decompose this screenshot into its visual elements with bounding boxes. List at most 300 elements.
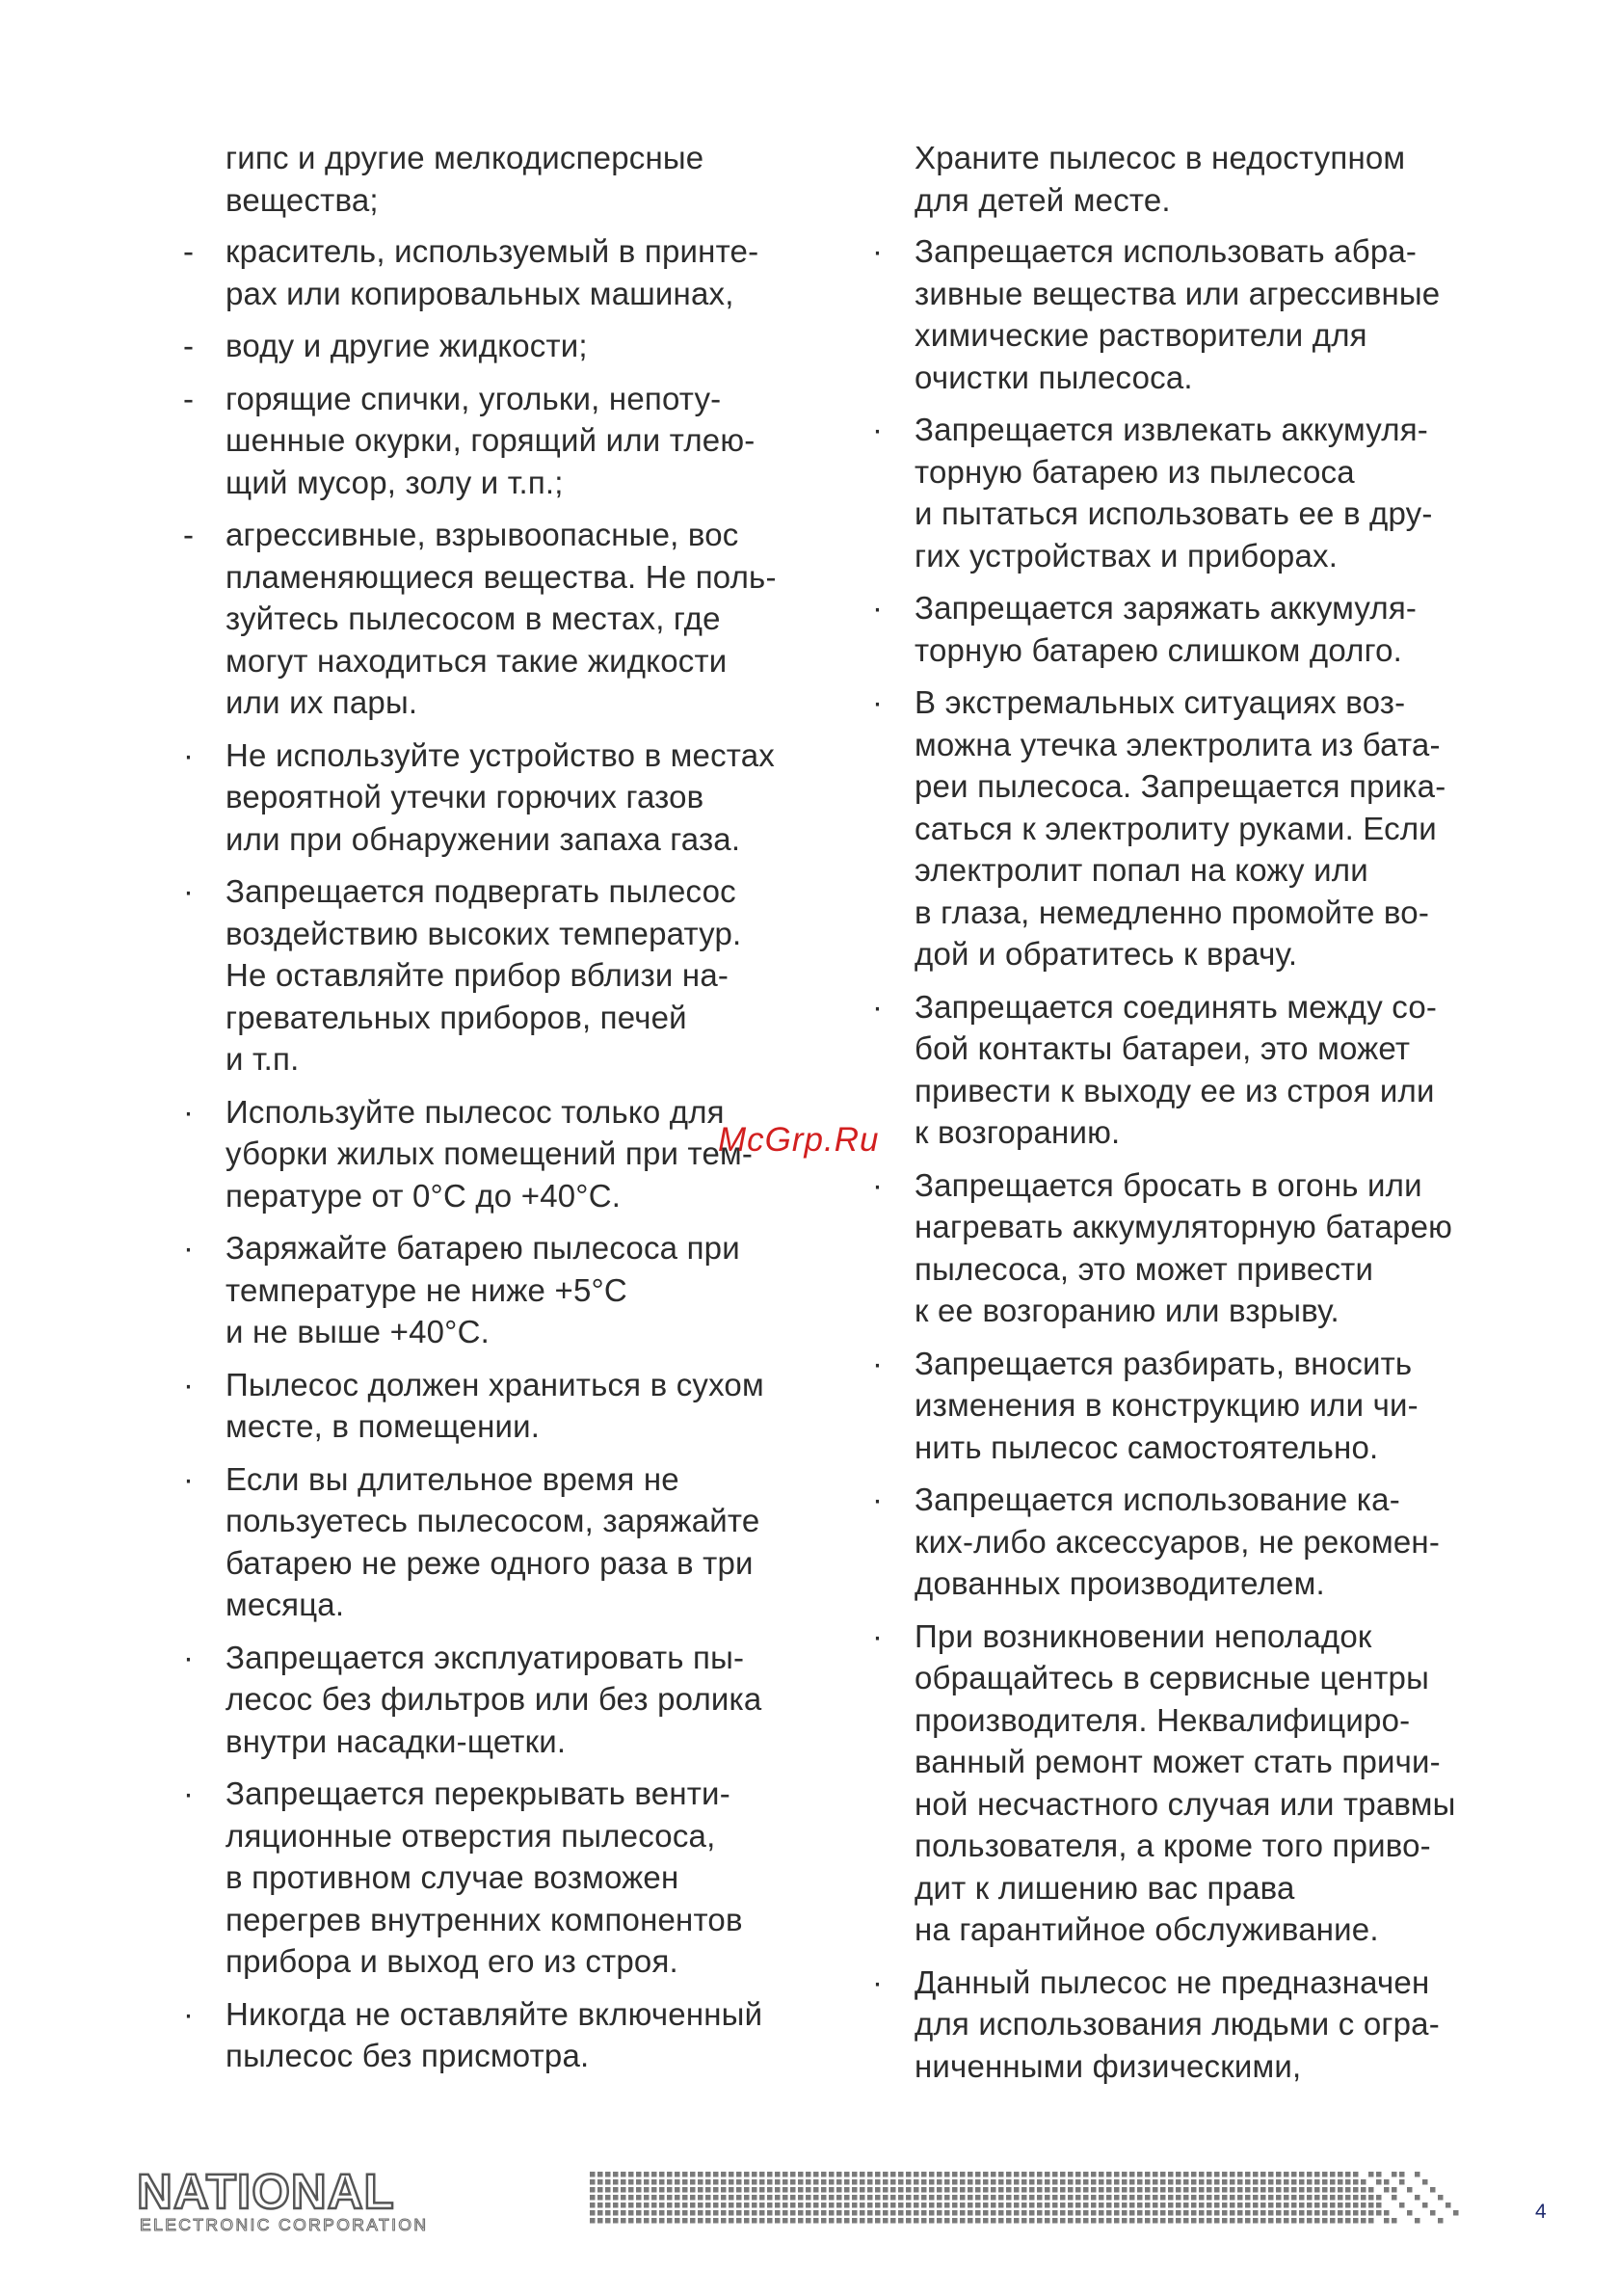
text-line: вещества;: [225, 181, 379, 218]
pattern-dot: [890, 2210, 896, 2216]
pattern-dot: [1322, 2179, 1328, 2185]
text-line: агрессивные, взрывоопасные, вос: [225, 517, 739, 552]
pattern-dot: [906, 2203, 912, 2208]
pattern-dot: [1368, 2203, 1374, 2208]
text-line: гипс и другие мелкодисперсные: [225, 140, 704, 175]
pattern-dot: [1075, 2218, 1081, 2224]
pattern-dot: [790, 2179, 796, 2185]
pattern-dot: [960, 2203, 966, 2208]
pattern-dot: [998, 2218, 1004, 2224]
pattern-dot: [782, 2172, 788, 2177]
pattern-dot: [852, 2195, 858, 2201]
pattern-dot: [790, 2172, 796, 2177]
pattern-dot: [1075, 2203, 1081, 2208]
pattern-dot: [844, 2195, 850, 2201]
pattern-dot: [844, 2172, 850, 2177]
text-line: горящие спички, угольки, непоту-: [225, 380, 722, 416]
pattern-dot: [1014, 2210, 1020, 2216]
pattern-dot: [875, 2179, 881, 2185]
pattern-dot: [721, 2210, 727, 2216]
pattern-dot: [883, 2195, 889, 2201]
pattern-dot: [1091, 2203, 1097, 2208]
list-item: [183, 378, 800, 504]
text-line: гих устройствах и приборах.: [915, 537, 1339, 574]
pattern-dot: [1021, 2210, 1027, 2216]
pattern-dot: [759, 2203, 765, 2208]
text-line: на гарантийное обслуживание.: [915, 1911, 1379, 1947]
text-line: нить пылесос самостоятельно.: [915, 1428, 1379, 1465]
pattern-dot: [1106, 2210, 1112, 2216]
pattern-dot: [752, 2218, 757, 2224]
pattern-dot: [1207, 2187, 1212, 2193]
pattern-dot: [744, 2179, 750, 2185]
pattern-dot: [667, 2210, 673, 2216]
pattern-dot: [852, 2203, 858, 2208]
pattern-dot: [1260, 2172, 1266, 2177]
pattern-dot: [998, 2187, 1004, 2193]
pattern-dot: [667, 2179, 673, 2185]
pattern-dot: [867, 2203, 873, 2208]
pattern-dot: [1245, 2210, 1251, 2216]
pattern-dot: [1045, 2203, 1050, 2208]
pattern-dot: [1122, 2187, 1127, 2193]
text-line: дованных производителем.: [915, 1565, 1325, 1601]
pattern-dot: [821, 2172, 827, 2177]
pattern-dot: [829, 2187, 835, 2193]
text-line: саться к электролиту руками. Если: [915, 810, 1437, 846]
pattern-dot: [1299, 2218, 1305, 2224]
pattern-dot: [1068, 2210, 1074, 2216]
pattern-dot: [1060, 2187, 1066, 2193]
pattern-dot: [1060, 2172, 1066, 2177]
pattern-dot: [1314, 2179, 1320, 2185]
pattern-dot: [1338, 2218, 1343, 2224]
pattern-dot: [667, 2172, 673, 2177]
pattern-dot: [1191, 2187, 1197, 2193]
text-line: прибора и выход его из строя.: [225, 1943, 678, 1979]
pattern-dot: [782, 2187, 788, 2193]
pattern-dot: [1037, 2210, 1043, 2216]
pattern-dot: [605, 2218, 611, 2224]
pattern-dot: [782, 2203, 788, 2208]
pattern-dot: [998, 2203, 1004, 2208]
pattern-dot: [937, 2179, 942, 2185]
pattern-dot: [1183, 2195, 1189, 2201]
pattern-dot: [1052, 2210, 1058, 2216]
text-line: или при обнаружении запаха газа.: [225, 820, 741, 857]
pattern-dot: [1183, 2210, 1189, 2216]
pattern-dot: [898, 2218, 904, 2224]
pattern-dot: [1207, 2210, 1212, 2216]
pattern-dot: [1137, 2172, 1143, 2177]
pattern-dot: [914, 2187, 919, 2193]
text-line: электролит попал на кожу или: [915, 852, 1368, 888]
pattern-dot: [1353, 2195, 1359, 2201]
pattern-dot: [1291, 2187, 1297, 2193]
text-line: Запрещается соединять между со-: [915, 988, 1438, 1025]
pattern-dot: [1245, 2187, 1251, 2193]
pattern-dot: [736, 2203, 742, 2208]
pattern-dot: [659, 2187, 665, 2193]
pattern-dot: [690, 2172, 696, 2177]
pattern-dot: [883, 2218, 889, 2224]
pattern-dot: [1191, 2218, 1197, 2224]
pattern-dot: [1345, 2210, 1351, 2216]
pattern-dot: [1407, 2210, 1413, 2216]
text-line: Заряжайте батарею пылесоса при: [225, 1230, 740, 1266]
pattern-dot: [1176, 2218, 1181, 2224]
pattern-dot: [875, 2195, 881, 2201]
pattern-dot: [1160, 2210, 1166, 2216]
pattern-dot: [705, 2179, 711, 2185]
pattern-dot: [975, 2195, 981, 2201]
text-line: нагревать аккумуляторную батарею: [915, 1209, 1453, 1244]
pattern-dot: [968, 2210, 973, 2216]
pattern-dot: [1422, 2203, 1428, 2208]
pattern-dot: [1191, 2179, 1197, 2185]
pattern-dot: [852, 2187, 858, 2193]
pattern-dot: [1137, 2195, 1143, 2201]
list-item: [183, 1773, 800, 1983]
pattern-dot: [628, 2218, 634, 2224]
pattern-dot: [597, 2195, 603, 2201]
pattern-dot: [1068, 2179, 1074, 2185]
pattern-dot: [798, 2187, 804, 2193]
pattern-dot: [1237, 2172, 1243, 2177]
list-marker: ·: [183, 1775, 195, 1811]
pattern-dot: [968, 2179, 973, 2185]
pattern-dot: [690, 2210, 696, 2216]
pattern-dot: [1384, 2218, 1390, 2224]
list-marker: -: [183, 517, 195, 552]
pattern-dot: [1037, 2195, 1043, 2201]
pattern-dot: [875, 2210, 881, 2216]
pattern-dot: [605, 2210, 611, 2216]
pattern-dot: [1284, 2179, 1289, 2185]
pattern-dot: [860, 2187, 865, 2193]
pattern-dot: [1399, 2172, 1405, 2177]
pattern-dot: [890, 2179, 896, 2185]
pattern-dot: [613, 2210, 619, 2216]
pattern-dot: [914, 2203, 919, 2208]
list-marker: ·: [183, 1093, 195, 1130]
pattern-dot: [1253, 2203, 1259, 2208]
pattern-dot: [1068, 2172, 1074, 2177]
list-marker: ·: [872, 233, 884, 269]
pattern-dot: [597, 2172, 603, 2177]
pattern-dot: [613, 2187, 619, 2193]
pattern-dot: [937, 2187, 942, 2193]
pattern-dot: [736, 2179, 742, 2185]
list-item: [872, 1962, 1489, 2088]
pattern-dot: [675, 2210, 680, 2216]
pattern-dot: [667, 2218, 673, 2224]
pattern-dot: [1137, 2203, 1143, 2208]
pattern-dot: [597, 2187, 603, 2193]
pattern-dot: [690, 2179, 696, 2185]
pattern-dot: [813, 2210, 819, 2216]
pattern-dot: [1214, 2179, 1220, 2185]
list-item: [872, 1479, 1489, 1605]
pattern-dot: [790, 2210, 796, 2216]
pattern-dot: [1122, 2218, 1127, 2224]
pattern-dot: [860, 2218, 865, 2224]
pattern-dot: [1353, 2203, 1359, 2208]
text-line: Не используйте устройство в местах: [225, 736, 776, 773]
pattern-dot: [960, 2187, 966, 2193]
pattern-dot: [821, 2218, 827, 2224]
list-marker: ·: [183, 1366, 195, 1402]
pattern-dot: [752, 2172, 757, 2177]
pattern-dot: [836, 2172, 842, 2177]
list-item: [872, 986, 1489, 1154]
pattern-dot: [1045, 2218, 1050, 2224]
pattern-dot: [952, 2179, 958, 2185]
pattern-dot: [1214, 2210, 1220, 2216]
pattern-dot: [1068, 2195, 1074, 2201]
pattern-dot: [1021, 2195, 1027, 2201]
text-line: пламеняющиеся вещества. Не поль-: [225, 558, 777, 595]
text-line: рах или копировальных машинах,: [225, 275, 734, 311]
pattern-dot: [782, 2210, 788, 2216]
pattern-dot: [1338, 2172, 1343, 2177]
pattern-dot: [644, 2187, 650, 2193]
pattern-dot: [1176, 2179, 1181, 2185]
pattern-dot: [821, 2195, 827, 2201]
pattern-dot: [1322, 2210, 1328, 2216]
pattern-dot: [998, 2210, 1004, 2216]
text-line: уборки жилых помещений при тем-: [225, 1135, 754, 1171]
pattern-dot: [929, 2203, 935, 2208]
pattern-dot: [829, 2179, 835, 2185]
list-marker: ·: [183, 1639, 195, 1675]
pattern-dot: [960, 2195, 966, 2201]
pattern-dot: [1368, 2218, 1374, 2224]
pattern-dot: [1199, 2187, 1205, 2193]
pattern-dot: [914, 2179, 919, 2185]
pattern-dot: [1083, 2203, 1089, 2208]
pattern-dot: [1114, 2195, 1120, 2201]
pattern-dot: [1060, 2179, 1066, 2185]
pattern-dot: [1052, 2218, 1058, 2224]
text-line: Запрещается использование ка-: [915, 1482, 1400, 1517]
pattern-dot: [1014, 2218, 1020, 2224]
pattern-dot: [752, 2203, 757, 2208]
pattern-dot: [1183, 2172, 1189, 2177]
text-line: перегрев внутренних компонентов: [225, 1901, 743, 1937]
text-line: торную батарею из пылесоса: [915, 453, 1355, 490]
pattern-dot: [1106, 2172, 1112, 2177]
pattern-dot: [1361, 2218, 1366, 2224]
pattern-dot: [590, 2172, 596, 2177]
pattern-dot: [1253, 2179, 1259, 2185]
pattern-dot: [929, 2210, 935, 2216]
pattern-dot: [1361, 2179, 1366, 2185]
pattern-dot: [628, 2210, 634, 2216]
pattern-dot: [1091, 2179, 1097, 2185]
pattern-dot: [1091, 2218, 1097, 2224]
pattern-dot: [798, 2195, 804, 2201]
pattern-dot: [875, 2218, 881, 2224]
pattern-dot: [1014, 2172, 1020, 2177]
pattern-dot: [1345, 2218, 1351, 2224]
pattern-dot: [890, 2203, 896, 2208]
pattern-dot: [906, 2187, 912, 2193]
pattern-dot: [968, 2203, 973, 2208]
pattern-dot: [1314, 2195, 1320, 2201]
pattern-dot: [1060, 2210, 1066, 2216]
pattern-dot: [1052, 2179, 1058, 2185]
pattern-dot: [621, 2218, 626, 2224]
pattern-dot: [767, 2210, 773, 2216]
pattern-dot: [597, 2179, 603, 2185]
pattern-dot: [1299, 2179, 1305, 2185]
watermark: McGrp.Ru: [718, 1121, 880, 1159]
text-line: Запрещается эксплуатировать пы-: [225, 1639, 745, 1675]
pattern-dot: [1222, 2218, 1228, 2224]
text-line: пользователя, а кроме того приво-: [915, 1828, 1431, 1863]
pattern-dot: [767, 2203, 773, 2208]
pattern-dot: [1122, 2203, 1127, 2208]
text-line: месте, в помещении.: [225, 1408, 541, 1444]
pattern-dot: [1029, 2210, 1035, 2216]
pattern-dot: [898, 2195, 904, 2201]
pattern-dot: [890, 2218, 896, 2224]
pattern-dot: [968, 2195, 973, 2201]
list-marker: ·: [183, 1995, 195, 2032]
pattern-dot: [1145, 2195, 1151, 2201]
pattern-dot: [1153, 2210, 1158, 2216]
pattern-dot: [813, 2203, 819, 2208]
pattern-dot: [721, 2172, 727, 2177]
pattern-dot: [1276, 2187, 1282, 2193]
pattern-dot: [1399, 2179, 1405, 2185]
pattern-dot: [1006, 2210, 1012, 2216]
pattern-dot: [1214, 2203, 1220, 2208]
pattern-dot: [1338, 2203, 1343, 2208]
pattern-dot: [752, 2210, 757, 2216]
pattern-dot: [813, 2218, 819, 2224]
text-line: торную батарею слишком долго.: [915, 631, 1403, 668]
pattern-dot: [705, 2195, 711, 2201]
text-line: температуре не ниже +5°С: [225, 1271, 627, 1308]
pattern-dot: [1237, 2203, 1243, 2208]
pattern-dot: [1145, 2203, 1151, 2208]
pattern-dot: [1045, 2195, 1050, 2201]
pattern-dot: [1260, 2203, 1266, 2208]
pattern-dot: [829, 2218, 835, 2224]
pattern-dot: [1392, 2195, 1397, 2201]
pattern-dot: [1052, 2172, 1058, 2177]
pattern-dot: [1214, 2218, 1220, 2224]
pattern-dot: [1245, 2195, 1251, 2201]
pattern-dot: [1276, 2203, 1282, 2208]
pattern-dot: [1207, 2203, 1212, 2208]
pattern-dot: [1368, 2195, 1374, 2201]
text-line: производителя. Неквалифициро-: [915, 1701, 1411, 1738]
pattern-dot: [1099, 2218, 1104, 2224]
pattern-dot: [1037, 2203, 1043, 2208]
pattern-dot: [1253, 2195, 1259, 2201]
pattern-dot: [659, 2179, 665, 2185]
pattern-dot: [651, 2203, 657, 2208]
pattern-dot: [590, 2179, 596, 2185]
pattern-dot: [1268, 2203, 1274, 2208]
pattern-dot: [998, 2179, 1004, 2185]
pattern-dot: [1245, 2218, 1251, 2224]
pattern-dot: [1353, 2218, 1359, 2224]
pattern-dot: [1284, 2172, 1289, 2177]
text-line: для детей месте.: [915, 181, 1171, 218]
pattern-dot: [1129, 2187, 1135, 2193]
pattern-dot: [628, 2203, 634, 2208]
text-line: Запрещается использовать абра-: [915, 233, 1418, 269]
text-line: очистки пылесоса.: [915, 359, 1193, 395]
text-line: дой и обратитесь к врачу.: [915, 936, 1298, 972]
pattern-dot: [667, 2203, 673, 2208]
pattern-dot: [1052, 2203, 1058, 2208]
pattern-dot: [1268, 2187, 1274, 2193]
pattern-dot: [1199, 2218, 1205, 2224]
pattern-dot: [960, 2179, 966, 2185]
pattern-dot: [821, 2179, 827, 2185]
pattern-dot: [1307, 2187, 1313, 2193]
pattern-dot: [821, 2203, 827, 2208]
pattern-dot: [636, 2187, 642, 2193]
list-marker: -: [183, 380, 195, 416]
pattern-dot: [1330, 2210, 1336, 2216]
pattern-dot: [1037, 2187, 1043, 2193]
pattern-dot: [1446, 2203, 1451, 2208]
pattern-dot: [821, 2187, 827, 2193]
pattern-dot: [682, 2218, 688, 2224]
pattern-dot: [675, 2172, 680, 2177]
pattern-dot: [1376, 2195, 1382, 2201]
text-line: ниченными физическими,: [915, 2047, 1302, 2084]
pattern-dot: [1183, 2218, 1189, 2224]
text-line: вероятной утечки горючих газов: [225, 779, 704, 814]
pattern-dot: [1268, 2172, 1274, 2177]
pattern-dot: [1392, 2187, 1397, 2193]
pattern-dot: [1075, 2187, 1081, 2193]
pattern-dot: [1106, 2203, 1112, 2208]
pattern-dot: [829, 2172, 835, 2177]
text-line: Запрещается подвергать пылесос: [225, 873, 736, 909]
text-line: Храните пылесос в недоступном: [915, 140, 1406, 175]
pattern-dot: [1307, 2210, 1313, 2216]
pattern-dot: [806, 2187, 811, 2193]
pattern-dot: [729, 2210, 734, 2216]
pattern-dot: [1384, 2187, 1390, 2193]
pattern-dot: [644, 2172, 650, 2177]
pattern-dot: [991, 2187, 996, 2193]
pattern-dot: [659, 2195, 665, 2201]
pattern-dot: [1106, 2179, 1112, 2185]
pattern-dot: [1376, 2210, 1382, 2216]
pattern-dot: [952, 2203, 958, 2208]
list-marker: -: [183, 233, 195, 269]
pattern-dot: [890, 2172, 896, 2177]
pattern-dot: [644, 2218, 650, 2224]
pattern-dot: [1114, 2218, 1120, 2224]
pattern-dot: [844, 2187, 850, 2193]
list-marker: ·: [872, 590, 884, 626]
pattern-dot: [744, 2172, 750, 2177]
pattern-dot: [1284, 2195, 1289, 2201]
pattern-dot: [975, 2210, 981, 2216]
pattern-dot: [1368, 2210, 1374, 2216]
list-item: [183, 230, 800, 314]
